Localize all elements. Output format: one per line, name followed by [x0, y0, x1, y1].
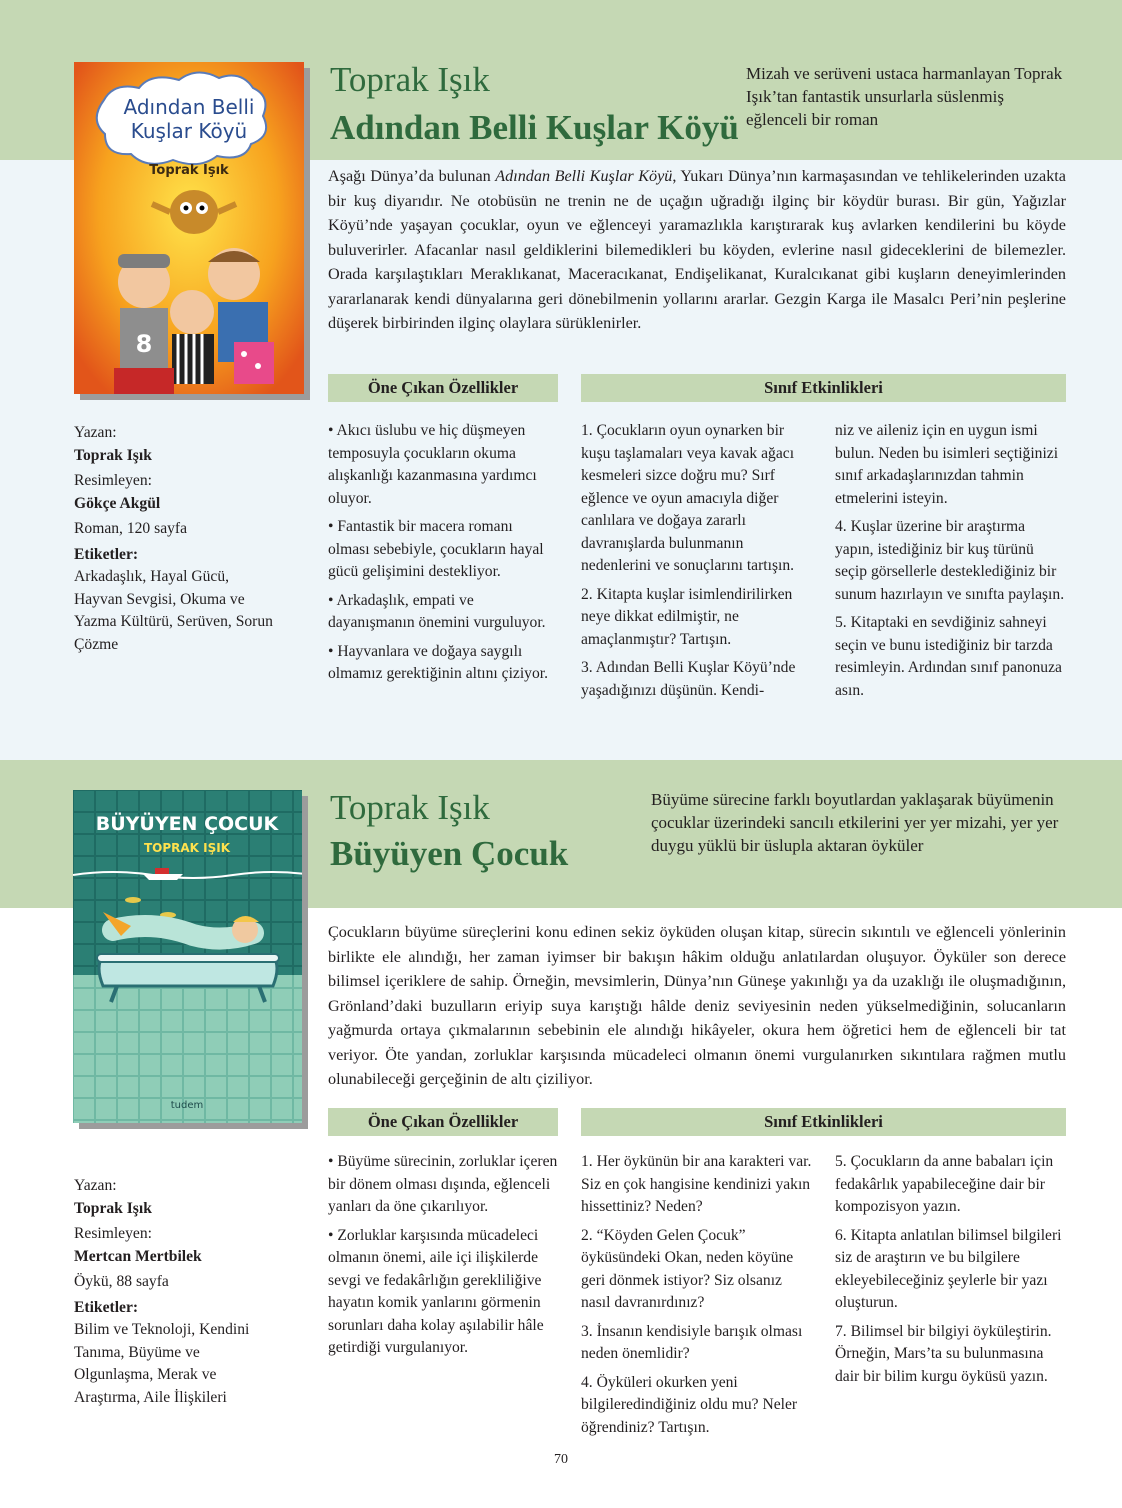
activity-item: 2. “Köyden Gelen Çocuk” öyküsündeki Okan, neden köyüne geri dönmek istiyor? Siz olsanız nasıl davranırdınız? [581, 1226, 794, 1311]
activity-item: 3. Adından Belli Kuşlar Köyü’nde yaşadığınızı düşünün. Kendi- [581, 659, 796, 699]
tags-list: Arkadaşlık, Hayal Gücü, Hayvan Sevgisi, Okuma ve Yazma Kültürü, Serüven, Sorun Çözme [74, 568, 273, 653]
summary-part-italic: Adından Belli Kuşlar Köyü [495, 167, 673, 185]
feature-item: • Zorluklar karşısında mücadeleci olmanın önemi, aile içi ilişkilerde sevgi ve fedakârlığın gerekliliğive hayatın komik yanlarını görmenin sorunları daha kolay aşılabilir hâle getirdiği vurgulanıyor. [328, 1226, 544, 1356]
features-list [328, 420, 558, 692]
book-format: Öykü, 88 sayfa [74, 1273, 169, 1290]
book-meta [74, 1175, 274, 1409]
activity-item: 5. Kitaptaki en sevdiğiniz sahneyi seçin ve bunu istediğiniz bir tarzda resimleyin. Ardından sınıf panonuza asın. [835, 614, 1062, 699]
tags-label: Etiketler: [74, 1298, 139, 1316]
book-title: Adından Belli Kuşlar Köyü [330, 108, 739, 147]
activities-header: Sınıf Etkinlikleri [581, 374, 1066, 402]
feature-item: • Fantastik bir macera romanı olması sebebiyle, çocukların hayal gücü gelişimini destekliyor. [328, 518, 544, 580]
illustrator-name: Mertcan Mertbilek [74, 1247, 202, 1265]
illustrator-name: Gökçe Akgül [74, 494, 161, 512]
activity-item: 6. Kitapta anlatılan bilimsel bilgileri siz de araştırın ve bu bilgilere ekleyebileceğiniz şeylerle bir yazı oluşturun. [835, 1226, 1062, 1311]
summary-part: Aşağı Dünya’da bulunan [328, 167, 496, 185]
book-tagline: Büyüme sürecine farklı boyutlardan yaklaşarak büyümenin çocuklar üzerindeki sancılı etkilerini yer yer mizahi, yer yer duygu yüklü bir üslupla aktaran öyküler [651, 790, 1059, 855]
book-title: Büyüyen Çocuk [330, 834, 569, 873]
cover-title-line1: Adından Belli [123, 95, 255, 119]
publisher-logo-text: tudem [170, 1100, 204, 1111]
activity-item: niz ve aileniz için en uygun ismi bulun. Neden bu isimleri seçtiğinizi sınıf arkadaşlarınızdan tahmin etmelerini isteyin. [835, 422, 1059, 507]
feature-item: • Akıcı üslubu ve hiç düşmeyen temposuyla çocukların okuma alışkanlığı kazanmasına yardımcı oluyor. [328, 422, 537, 507]
activity-item: 1. Her öykünün bir ana karakteri var. Siz en çok hangisine kendinizi yakın hissettiniz? Neden? [581, 1153, 812, 1215]
writer-name: Toprak Işık [74, 446, 152, 464]
feature-item: • Büyüme sürecinin, zorluklar içeren bir dönem olması dışında, eğlenceli yanları da öne çıkarılıyor. [328, 1153, 558, 1215]
tags-label: Etiketler: [74, 545, 139, 563]
book-tagline: Mizah ve serüveni ustaca harmanlayan Toprak Işık’tan fantastik unsurlarla süslenmiş eğlenceli bir roman [746, 64, 1063, 129]
cover-author: TOPRAK IŞIK [143, 841, 231, 855]
activities-column-1 [581, 420, 813, 708]
summary-part: Çocukların büyüme süreçlerini konu edinen sekiz öyküden oluşan kitap, sürecin sıkıntılı ve eğlenceli yönlerinin birlikte ele alındığı, her zaman iyimser bir bakışın hâkim olduğu anlatılardan oluşuyor. Öyküler son derece bilimsel içeriklere de sahip. Örneğin, mevsimlerin, Dünya’nın Güneşe yakınlığı ya da uzaklığı ile oluşmadığının, Grönland’daki buzulların eriyip suya karıştığı hâlde deniz seviyesinin neden yükselmediğinin, solucanların yağmurda ortaya çıkmalarının sebebinin ele alındığı hikâyeler, okura hem öğretici hem de eğlenceli bir tat veriyor. Öte yandan, zorluklar karşısında mücadeleci olmanın önemi vurgulanırken sıkıntılara rağmen mutlu olunabileceği gerçeğinin de altı çiziliyor. [328, 923, 1066, 1088]
illustrator-label: Resimleyen: [74, 1225, 152, 1242]
activity-item: 4. Kuşlar üzerine bir araştırma yapın, istediğiniz bir kuş türünü seçip görsellerle desteklediğiniz bir sunum hazırlayın ve sınıfta paylaşın. [835, 518, 1065, 603]
activities-column-1 [581, 1151, 813, 1445]
activities-header: Sınıf Etkinlikleri [581, 1108, 1066, 1136]
activity-item: 7. Bilimsel bir bilgiyi öyküleştirin. Örneğin, Mars’ta su bulunmasına dair bir bilim kurgu öyküsü yazın. [835, 1322, 1052, 1385]
activity-item: 5. Çocukların da anne babaları için fedakârlık yapabileceğine dair bir kompozisyon yazın. [835, 1153, 1054, 1215]
author-name: Toprak Işık [330, 60, 490, 99]
book-cover [74, 62, 304, 394]
page-number: 70 [554, 1452, 568, 1467]
activities-column-2 [835, 1151, 1066, 1394]
book-meta [74, 422, 274, 656]
features-header: Öne Çıkan Özellikler [328, 374, 558, 402]
cover-illustration [73, 790, 302, 1123]
tags-list: Bilim ve Teknoloji, Kendini Tanıma, Büyüme ve Olgunlaşma, Merak ve Araştırma, Aile İlişkileri [74, 1321, 250, 1406]
summary-part: , Yukarı Dünya’nın karmaşasından ve tehlikelerinden uzakta bir kuş diyarıdır. Ne otobüsün ne trenin ne de uçağın uğradığı ilginç bir köydür burası. Bir gün, Yağızlar Köyü’nde yaşayan çocuklar, oyun ve eğlenceyi yaramazlıkla karıştırarak kuş avlarken kendilerini bu köyde buluverirler. Afacanlar nasıl geldiklerini bilemedikleri bu köyden, evlerine nasıl gideceklerini de bilemezler. Orada karşılaştıkları Meraklıkanat, Maceracıkanat, Endişelikanat, Kuralcıkanat gibi kuşların deneyimlerinden yararlanarak kendi dünyalarına geri dönebilmenin yollarını ararlar. Gezgin Karga ile Masalcı Peri’nin peşlerine düşerek birbirinden ilginç olaylara sürüklenirler. [328, 167, 1066, 332]
book-format: Roman, 120 sayfa [74, 520, 188, 537]
features-list [328, 1151, 558, 1366]
author-name: Toprak Işık [330, 788, 490, 827]
feature-item: • Arkadaşlık, empati ve dayanışmanın önemini vurguluyor. [328, 591, 546, 631]
cover-title-line2: Kuşlar Köyü [130, 119, 248, 143]
activity-item: 1. Çocukların oyun oynarken bir kuşu taşlamaları veya kavak ağacı kesmeleri sizce doğru mu? Sırf eğlence ve oyun amacıyla diğer canlılara ve doğaya zararlı davranışlarda bulunmanın nedenlerini ve sonuçlarını tartışın. [581, 422, 795, 574]
book-cover [73, 790, 302, 1123]
activities-column-2 [835, 420, 1066, 708]
features-header: Öne Çıkan Özellikler [328, 1108, 558, 1136]
activity-item: 3. İnsanın kendisiyle barışık olması neden önemlidir? [581, 1322, 803, 1362]
shirt-number: 8 [135, 330, 153, 358]
feature-item: • Hayvanlara ve doğaya saygılı olmamız gerektiğinin altını çiziyor. [328, 642, 548, 682]
activity-item: 4. Öyküleri okurken yeni bilgileredindiğiniz oldu mu? Neler öğrendiniz? Tartışın. [581, 1373, 798, 1436]
writer-label: Yazan: [74, 1177, 117, 1194]
cover-author: Toprak Işık [149, 163, 229, 178]
cover-illustration [74, 62, 304, 394]
cover-title: BÜYÜYEN ÇOCUK [95, 813, 279, 835]
illustrator-label: Resimleyen: [74, 472, 152, 489]
activity-item: 2. Kitapta kuşlar isimlendirilirken neye dikkat edilmiştir, ne amaçlanmıştır? Tartışın. [581, 585, 793, 648]
book-summary [328, 164, 1066, 336]
writer-label: Yazan: [74, 424, 117, 441]
writer-name: Toprak Işık [74, 1199, 152, 1217]
book-summary [328, 920, 1066, 1092]
